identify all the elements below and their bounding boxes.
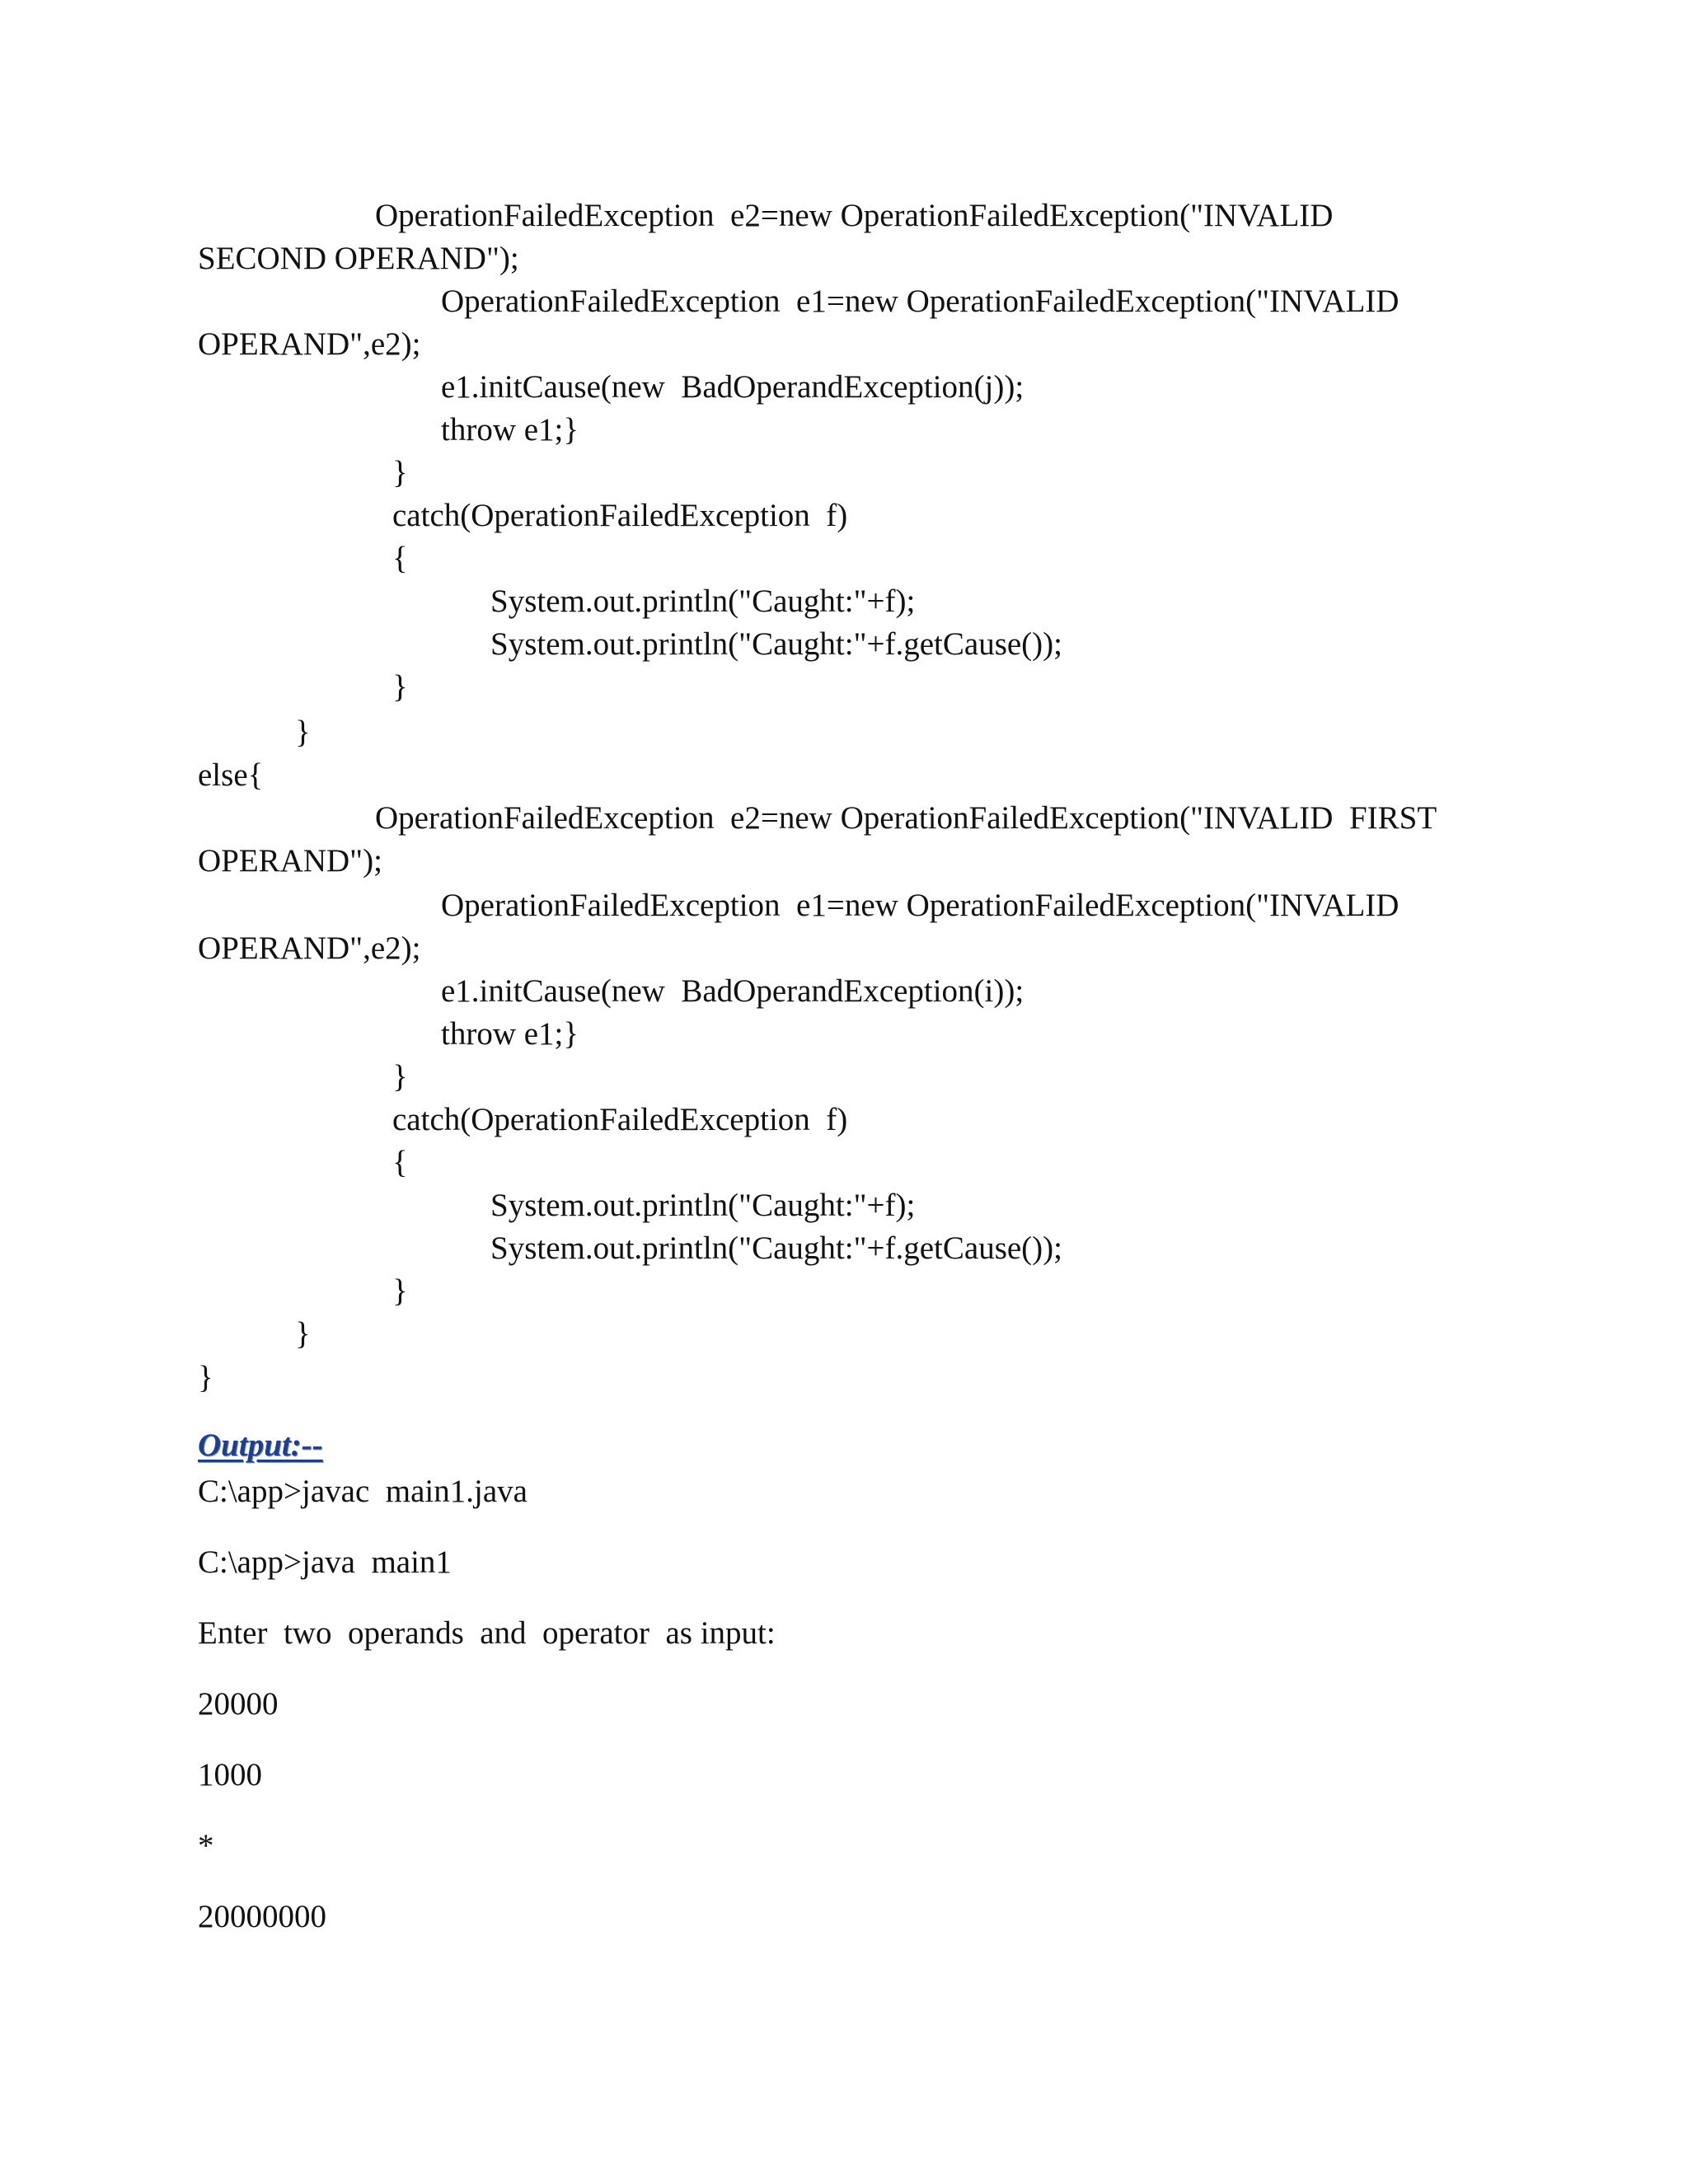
code-line: } [392,669,408,705]
code-line: OPERAND",e2); [198,930,421,966]
code-line: OPERAND",e2); [198,326,421,362]
code-line: OperationFailedException e2=new OperationFailedException("INVALID [375,198,1334,233]
code-line: catch(OperationFailedException f) [392,1102,848,1137]
code-line: { [392,541,408,576]
code-line: catch(OperationFailedException f) [392,498,848,533]
output-line: 20000 [198,1686,279,1722]
code-line: System.out.println("Caught:"+f); [490,583,916,619]
output-line: C:\app>javac main1.java [198,1474,528,1509]
output-line: 1000 [198,1757,262,1793]
output-line: 20000000 [198,1899,326,1934]
output-line: Enter two operands and operator as input: [198,1615,776,1651]
code-line: } [392,455,408,490]
code-line: { [392,1145,408,1180]
code-line: else{ [198,757,264,793]
output-line: * [198,1828,214,1863]
code-line: OperationFailedException e2=new OperationFailedException("INVALID FIRST [375,800,1437,836]
code-line: throw e1;} [441,1016,579,1052]
code-line: System.out.println("Caught:"+f.getCause()); [490,626,1062,662]
code-line: throw e1;} [441,412,579,448]
code-line: e1.initCause(new BadOperandException(i)); [441,973,1025,1009]
code-line: System.out.println("Caught:"+f); [490,1188,916,1223]
output-heading: Output:-- [198,1427,323,1463]
code-line: } [295,715,311,750]
code-line: } [392,1059,408,1094]
code-line: OperationFailedException e1=new OperationFailedException("INVALID [441,888,1400,923]
code-line: } [295,1316,311,1352]
code-line: e1.initCause(new BadOperandException(j)); [441,369,1025,405]
code-line: } [198,1360,213,1395]
code-line: OPERAND"); [198,843,382,879]
code-line: System.out.println("Caught:"+f.getCause()); [490,1230,1062,1266]
code-line: SECOND OPERAND"); [198,241,519,276]
code-line: OperationFailedException e1=new OperationFailedException("INVALID [441,284,1400,319]
output-line: C:\app>java main1 [198,1544,452,1580]
code-line: } [392,1273,408,1309]
